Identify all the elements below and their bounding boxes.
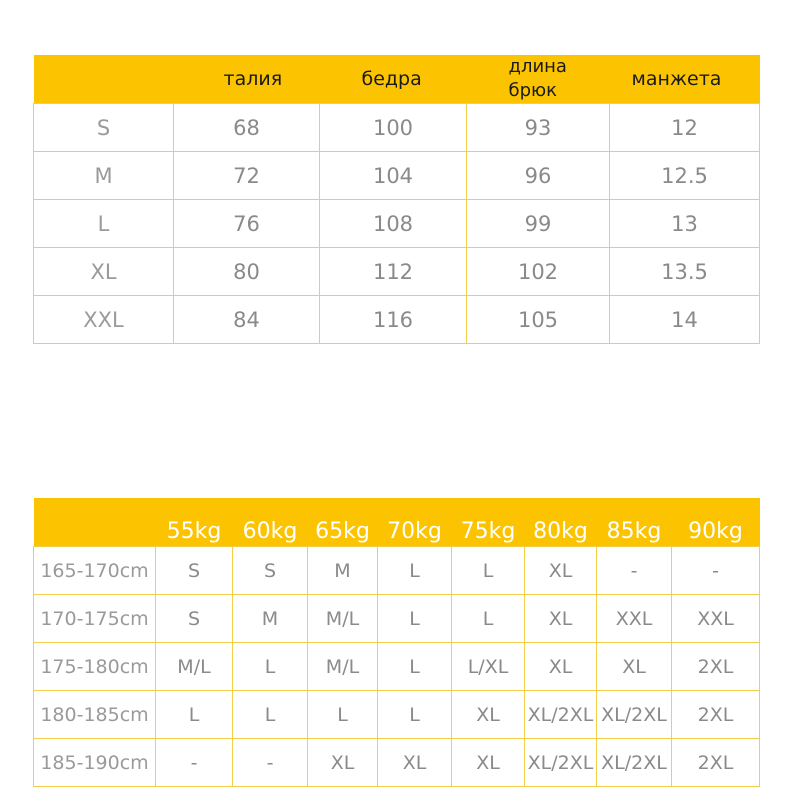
header-cell-size bbox=[34, 55, 174, 104]
size-cell: L bbox=[452, 595, 525, 643]
size-cell: XL bbox=[308, 739, 378, 787]
size-cell: L bbox=[308, 691, 378, 739]
size-cell: L bbox=[156, 691, 233, 739]
size-cell: XL bbox=[34, 248, 174, 296]
header-cell-weight: 75kg bbox=[452, 498, 525, 547]
header-cell-weight: 60kg bbox=[233, 498, 308, 547]
table-row bbox=[34, 296, 760, 344]
size-cell: XL/2XL bbox=[597, 691, 672, 739]
size-cell: - bbox=[156, 739, 233, 787]
size-cell: M/L bbox=[308, 643, 378, 691]
size-cell: M bbox=[233, 595, 308, 643]
size-cell: S bbox=[233, 547, 308, 595]
size-cell: L bbox=[233, 691, 308, 739]
table-row bbox=[34, 547, 760, 595]
size-cell: L bbox=[233, 643, 308, 691]
table-header-row bbox=[34, 55, 760, 104]
value-cell: 108 bbox=[320, 200, 467, 248]
table-row bbox=[34, 104, 760, 152]
header-cell-waist: талия bbox=[174, 55, 320, 104]
header-cell-weight: 85kg bbox=[597, 498, 672, 547]
value-cell: 14 bbox=[610, 296, 760, 344]
header-cell-hips: бедра bbox=[320, 55, 467, 104]
size-cell: XXL bbox=[34, 296, 174, 344]
size-cell: XL bbox=[597, 643, 672, 691]
height-cell: 170-175cm bbox=[34, 595, 156, 643]
header-cell-cuff: манжета bbox=[610, 55, 760, 104]
size-cell: L bbox=[452, 547, 525, 595]
value-cell: 13 bbox=[610, 200, 760, 248]
size-cell: M bbox=[34, 152, 174, 200]
value-cell: 105 bbox=[467, 296, 610, 344]
size-cell: XXL bbox=[672, 595, 760, 643]
table-row bbox=[34, 595, 760, 643]
size-cell: - bbox=[597, 547, 672, 595]
size-cell: L bbox=[378, 547, 452, 595]
value-cell: 102 bbox=[467, 248, 610, 296]
value-cell: 12 bbox=[610, 104, 760, 152]
size-recommendation-table bbox=[33, 498, 760, 787]
header-cell-pants-length bbox=[467, 55, 610, 104]
size-cell: XL bbox=[452, 739, 525, 787]
header-cell-weight: 80kg bbox=[525, 498, 597, 547]
size-cell: M/L bbox=[308, 595, 378, 643]
size-cell: S bbox=[34, 104, 174, 152]
height-cell: 185-190cm bbox=[34, 739, 156, 787]
header-cell-weight: 55kg bbox=[156, 498, 233, 547]
value-cell: 96 bbox=[467, 152, 610, 200]
header-cell-weight: 70kg bbox=[378, 498, 452, 547]
value-cell: 104 bbox=[320, 152, 467, 200]
table-row bbox=[34, 739, 760, 787]
value-cell: 76 bbox=[174, 200, 320, 248]
size-cell: S bbox=[156, 595, 233, 643]
size-measurements-table bbox=[33, 55, 760, 344]
header-cell-corner bbox=[34, 498, 156, 547]
size-cell: XL/2XL bbox=[525, 739, 597, 787]
value-cell: 99 bbox=[467, 200, 610, 248]
size-cell: L bbox=[34, 200, 174, 248]
value-cell: 93 bbox=[467, 104, 610, 152]
size-cell: XL bbox=[452, 691, 525, 739]
size-cell: XL bbox=[378, 739, 452, 787]
table-row bbox=[34, 248, 760, 296]
value-cell: 13.5 bbox=[610, 248, 760, 296]
header-cell-weight: 65kg bbox=[308, 498, 378, 547]
table-row bbox=[34, 643, 760, 691]
size-cell: S bbox=[156, 547, 233, 595]
value-cell: 112 bbox=[320, 248, 467, 296]
size-cell: L bbox=[378, 643, 452, 691]
size-cell: 2XL bbox=[672, 643, 760, 691]
size-cell: M bbox=[308, 547, 378, 595]
table-header-row bbox=[34, 498, 760, 547]
size-cell: XL bbox=[525, 643, 597, 691]
value-cell: 116 bbox=[320, 296, 467, 344]
table-row bbox=[34, 691, 760, 739]
size-cell: - bbox=[233, 739, 308, 787]
header-cell-pants-length-text: длина брюк bbox=[508, 56, 567, 101]
size-cell: - bbox=[672, 547, 760, 595]
size-cell: L/XL bbox=[452, 643, 525, 691]
size-cell: L bbox=[378, 595, 452, 643]
table-row bbox=[34, 200, 760, 248]
value-cell: 72 bbox=[174, 152, 320, 200]
height-cell: 165-170cm bbox=[34, 547, 156, 595]
size-cell: L bbox=[378, 691, 452, 739]
value-cell: 84 bbox=[174, 296, 320, 344]
size-cell: 2XL bbox=[672, 739, 760, 787]
value-cell: 80 bbox=[174, 248, 320, 296]
size-cell: 2XL bbox=[672, 691, 760, 739]
table-row bbox=[34, 152, 760, 200]
size-cell: M/L bbox=[156, 643, 233, 691]
height-cell: 175-180cm bbox=[34, 643, 156, 691]
height-cell: 180-185cm bbox=[34, 691, 156, 739]
size-cell: XL/2XL bbox=[525, 691, 597, 739]
size-cell: XL/2XL bbox=[597, 739, 672, 787]
size-cell: XL bbox=[525, 547, 597, 595]
header-cell-weight: 90kg bbox=[672, 498, 760, 547]
size-cell: XXL bbox=[597, 595, 672, 643]
size-cell: XL bbox=[525, 595, 597, 643]
value-cell: 100 bbox=[320, 104, 467, 152]
value-cell: 68 bbox=[174, 104, 320, 152]
value-cell: 12.5 bbox=[610, 152, 760, 200]
